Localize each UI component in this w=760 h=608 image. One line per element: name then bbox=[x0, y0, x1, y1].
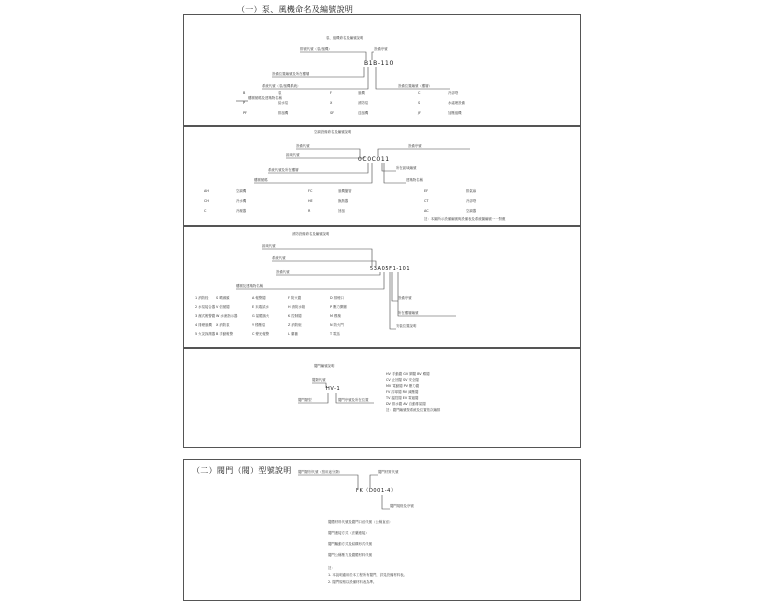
grid-cell: B 手動報警 bbox=[216, 332, 233, 336]
grid-cell: M 模塊 bbox=[330, 314, 341, 318]
table-cell: F bbox=[330, 91, 332, 95]
panel1-left-label: 設備位置編號及所在樓層 bbox=[272, 72, 310, 76]
panel2-heading: 空調設備命名及編號說明 bbox=[314, 130, 352, 134]
leader-line bbox=[272, 67, 364, 77]
leader-line bbox=[312, 383, 326, 388]
panel5-label-left: 閥門類別代號（按用途分類） bbox=[298, 470, 343, 474]
panel2-left-label: 區域代號 bbox=[286, 153, 300, 157]
grid-cell: 4 排煙風機 bbox=[195, 323, 212, 327]
panel2-left-label: 設備代號 bbox=[296, 144, 310, 148]
leader-line bbox=[382, 495, 390, 509]
panel4-right-label: 閥門序號及所在位置 bbox=[338, 398, 369, 402]
legend-line: CV 止回閥 SV 安全閥 bbox=[386, 378, 419, 382]
table-cell: 給水泵 bbox=[278, 101, 289, 105]
list-item: 閥門驅動方式及結構形式代號 bbox=[328, 542, 373, 546]
panel4-code: HV-1 bbox=[326, 386, 341, 392]
list-item: 閥門公稱壓力及閥體材料代號 bbox=[328, 553, 373, 557]
leader-line bbox=[378, 149, 470, 156]
table-cell: 冷水機 bbox=[236, 199, 247, 203]
grid-cell: V 信號閥 bbox=[216, 305, 230, 309]
panel3-left-label: 系統代號 bbox=[272, 256, 286, 260]
panel4-left-label: 閥門類型 bbox=[298, 398, 312, 402]
leader-line bbox=[272, 261, 376, 266]
legend-line: MV 電動閥 PV 壓力閥 bbox=[386, 384, 420, 388]
panel3-left-label: 區域代號 bbox=[262, 244, 276, 248]
table-cell: CT bbox=[424, 199, 429, 203]
grid-cell: Y 穩壓泵 bbox=[252, 323, 266, 327]
legend-line: TV 溫控閥 EV 電磁閥 bbox=[386, 396, 419, 400]
note-line: 1. 本說明適用於本工程所有閥門，詳見設備材料表。 bbox=[328, 573, 407, 577]
panel2-note: 註：本圖所示設備編號與設備表及系統圖編號一一對應 bbox=[424, 217, 506, 221]
panel3-right-label: 設備序號 bbox=[398, 296, 412, 300]
table-cell: 加壓風機 bbox=[448, 111, 462, 115]
grid-cell: T 電話 bbox=[330, 332, 340, 336]
leader-line bbox=[300, 52, 366, 60]
table-cell: 送風機 bbox=[358, 111, 369, 115]
leader-line bbox=[236, 272, 384, 289]
section1-title: （一）泵、風機命名及編號說明 bbox=[237, 5, 354, 14]
table-cell: 泵 bbox=[278, 91, 282, 95]
panel1-right-label: 設備位置編號（樓層） bbox=[398, 84, 432, 88]
panel2-right-label: 設備序號 bbox=[408, 144, 422, 148]
grid-cell: Z 消防炮 bbox=[288, 323, 302, 327]
table-cell: C bbox=[204, 209, 207, 213]
leader-line bbox=[384, 163, 406, 183]
table-cell: 風機 bbox=[358, 91, 365, 95]
table-cell: 水處理設備 bbox=[448, 101, 465, 105]
legend-line: FV 浮球閥 RV 減壓閥 bbox=[386, 390, 419, 394]
grid-cell: S 噴淋頭 bbox=[216, 296, 230, 300]
table-cell: 排氣扇 bbox=[466, 189, 477, 193]
panel3-code: 53A05F1-101 bbox=[370, 266, 411, 272]
table-cell: X bbox=[330, 101, 333, 105]
leader-line bbox=[298, 475, 358, 488]
table-cell: CH bbox=[204, 199, 209, 203]
grid-cell: 1 消防栓 bbox=[195, 296, 209, 300]
legend-line: HV 手動閥 GV 閘閥 BV 蝶閥 bbox=[386, 372, 430, 376]
panel2-left-label: 系統代號及所在樓層 bbox=[268, 168, 299, 172]
panel5-code: FK（D001-4） bbox=[356, 488, 397, 494]
grid-cell: A 報警閥 bbox=[252, 296, 266, 300]
grid-cell: X 消防泵 bbox=[216, 323, 230, 327]
panel2-left-label: 樓層號碼 bbox=[254, 178, 268, 182]
grid-cell: H 消防水箱 bbox=[288, 305, 306, 309]
panel3-right-label: 所在樓層編號 bbox=[398, 311, 419, 315]
legend-line: 註：閥門編號按系統及位置依次編排 bbox=[386, 408, 441, 412]
note-line: 2. 閥門規格以設備材料表為準。 bbox=[328, 580, 377, 584]
table-cell: AC bbox=[424, 209, 429, 213]
leader-line bbox=[390, 272, 396, 329]
table-cell: HE bbox=[308, 199, 313, 203]
table-cell: 空調器 bbox=[466, 209, 477, 213]
section2-title: （二）閥門（閥）型號說明 bbox=[192, 466, 292, 475]
table-cell: B bbox=[243, 91, 246, 95]
grid-cell: F 防火閥 bbox=[288, 296, 302, 300]
leader-line bbox=[276, 272, 380, 275]
table-cell: AH bbox=[204, 189, 209, 193]
leader-line bbox=[298, 393, 328, 403]
leader-line bbox=[370, 475, 378, 488]
panel2-right-label: 所在區域編號 bbox=[396, 166, 417, 170]
panel5-label-right: 閥門材質代號 bbox=[378, 470, 399, 474]
legend-line: DV 排水閥 AV 自動排氣閥 bbox=[386, 402, 426, 406]
panel1-right-label: 設備序號 bbox=[374, 47, 388, 51]
table-cell: 排風機 bbox=[278, 111, 289, 115]
grid-cell: 3 濕式報警閥 bbox=[195, 314, 216, 318]
panel1-left-label: 樓層號碼及建築物名稱 bbox=[248, 96, 282, 100]
list-item: 閥門連接方式（法蘭連接） bbox=[328, 531, 369, 535]
grid-cell: P 壓力開關 bbox=[330, 305, 347, 309]
table-cell: 冷凝器 bbox=[236, 209, 247, 213]
panel2-right-label: 建築物名稱 bbox=[406, 178, 423, 182]
list-item: 閥體材料代號及閥門口徑代號（公稱直徑） bbox=[328, 520, 393, 524]
leader-line bbox=[268, 163, 368, 173]
table-cell: EF bbox=[424, 189, 429, 193]
leader-line bbox=[262, 67, 368, 89]
table-cell: 空調機 bbox=[236, 189, 247, 193]
panel1-left-label: 系統代號（泵/風機系統） bbox=[262, 84, 301, 88]
leader-line bbox=[296, 149, 360, 156]
table-cell: 回風 bbox=[338, 209, 345, 213]
table-cell: FC bbox=[308, 189, 313, 193]
table-cell: 風機盤管 bbox=[338, 189, 352, 193]
leader-line bbox=[376, 67, 450, 89]
grid-cell: L 廣播 bbox=[288, 332, 298, 336]
grid-cell: 2 水泵接合器 bbox=[195, 305, 216, 309]
table-cell: 消防泵 bbox=[358, 101, 369, 105]
grid-cell: W 水流指示器 bbox=[216, 314, 238, 318]
table-cell: 換熱器 bbox=[338, 199, 349, 203]
grid-cell: D 排煙口 bbox=[330, 296, 344, 300]
table-cell: C bbox=[418, 91, 421, 95]
leader-line bbox=[392, 272, 398, 301]
leader-line bbox=[372, 52, 374, 60]
grid-cell: E 末端試水 bbox=[252, 305, 269, 309]
panel3-heading: 消防設備命名及編號說明 bbox=[292, 232, 330, 236]
leader-line bbox=[262, 249, 372, 266]
grid-cell: K 控制閥 bbox=[288, 314, 302, 318]
leader-line bbox=[286, 156, 364, 158]
leader-line bbox=[336, 393, 374, 403]
table-cell: 冷卻塔 bbox=[448, 91, 459, 95]
grid-cell: G 氣體滅火 bbox=[252, 314, 270, 318]
leader-line bbox=[398, 272, 456, 316]
table-cell: P bbox=[243, 101, 246, 105]
panel1-code: B1B-110 bbox=[364, 60, 394, 67]
table-cell: JF bbox=[418, 111, 421, 115]
table-cell: R bbox=[308, 209, 311, 213]
grid-cell: N 防火門 bbox=[330, 323, 344, 327]
panel3-left-label: 樓層及建築物名稱 bbox=[236, 284, 264, 288]
table-cell: SF bbox=[330, 111, 335, 115]
table-cell: S bbox=[418, 101, 421, 105]
notes-heading: 註： bbox=[328, 566, 335, 570]
grid-cell: C 聲光報警 bbox=[252, 332, 270, 336]
panel4-top-label: 閥類代號 bbox=[312, 378, 326, 382]
panel1-heading: 泵、風機命名及編號說明 bbox=[326, 36, 364, 40]
table-cell: PF bbox=[243, 111, 247, 115]
panel5-label-bottom: 閥門規格及序號 bbox=[390, 504, 414, 508]
panel4-heading: 閥門編號說明 bbox=[314, 364, 335, 368]
panel3-right-label: 安裝位置說明 bbox=[396, 324, 417, 328]
panel1-left-label: 排號代號（泵/風機） bbox=[300, 47, 332, 51]
panel2-code: 0C0C011 bbox=[358, 156, 390, 163]
grid-cell: 5 火災探測器 bbox=[195, 332, 216, 336]
panel3-left-label: 設備代號 bbox=[276, 270, 290, 274]
table-cell: 冷卻塔 bbox=[466, 199, 477, 203]
